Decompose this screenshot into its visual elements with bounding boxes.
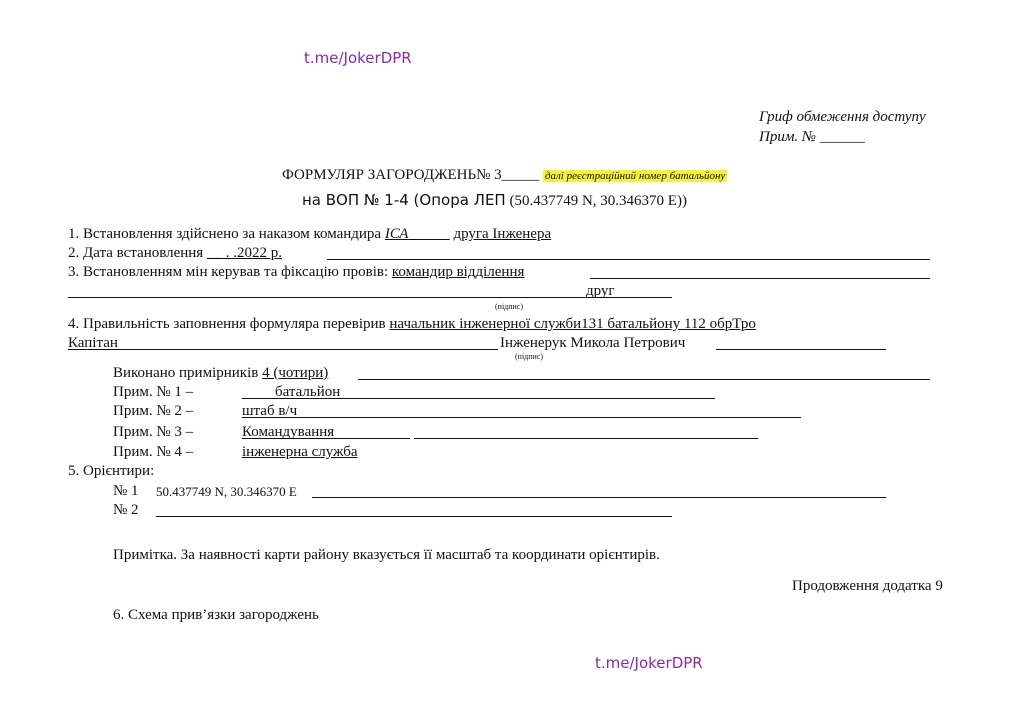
item-1 [68,225,551,243]
item-3-line [590,278,930,279]
copies-done-value: 4 (чотири) [262,365,329,381]
item-1-rest: друга Інженера [453,226,552,242]
copy-2-value: штаб в/ч [242,403,298,419]
copy-2-line [242,417,801,418]
copy-3-line-a [242,438,410,439]
copy-number-label: Прим. № ______ [759,129,865,145]
watermark-top: t.me/JokerDPR [304,49,412,67]
form-subtitle [302,191,687,210]
landmark-2-label: № 2 [113,502,139,518]
item-3-sign-line [68,297,672,298]
item-3-value: командир відділення [391,264,525,280]
item-1-label: 1. Встановлення здійснено за наказом командира [68,226,382,242]
item-4-label: 4. Правильність заповнення формуляра перевірив [68,316,386,332]
watermark-bottom: t.me/JokerDPR [595,654,703,672]
item-2 [68,244,282,262]
signature-caption-1: (підпис) [495,302,524,311]
item-2-date: __ . .2022 р. [206,245,282,261]
copies-done-line [358,379,930,380]
item-4-value: начальник інженерної служби131 батальйону 112 обрТро [389,316,756,332]
copy-3-line-b [414,438,758,439]
item-3-name: друг [586,283,615,299]
appendix-continuation: Продовження додатка 9 [792,578,943,594]
item-3 [68,263,524,281]
copies-done-label: Виконано примірників [113,365,259,381]
title-main: ФОРМУЛЯР ЗАГОРОДЖЕНЬ№ 3_____ [282,167,540,183]
copy-2-label: Прим. № 2 – [113,403,194,419]
item-4 [68,315,756,333]
landmarks-heading: 5. Орієнтири: [68,463,155,479]
copy-4-label: Прим. № 4 – [113,444,194,460]
subtitle-prefix: на ВОП № 1-4 (Опора ЛЕП [302,191,506,209]
coordinates-note: Примітка. За наявності карти району вказується її масштаб та координати орієнтирів. [113,547,660,563]
item-1-gap [408,226,449,242]
copy-1-line [242,398,715,399]
item-4-line-left [68,349,498,350]
restriction-label: Гриф обмеження доступу [759,109,926,125]
copy-3-value: Командування [242,424,335,440]
item-1-unit: ІСА [384,226,409,242]
item-4-line-right [716,349,886,350]
form-title [282,166,727,185]
item-2-label: 2. Дата встановлення [68,245,204,261]
scheme-heading: 6. Схема прив’язки загороджень [113,607,319,623]
copy-4-value: інженерна служба [242,444,358,460]
item-3-label: 3. Встановленням мін керував та фіксацію провів: [68,264,389,280]
item-4-rank: Капітан [68,335,118,351]
copies-done [113,364,328,382]
landmark-1-value: 50.437749 N, 30.346370 E [156,484,297,499]
copy-3-label: Прим. № 3 – [113,424,194,440]
signature-caption-2: (підпис) [515,352,544,361]
landmark-2-line [156,516,672,517]
copy-1-value: батальйон [275,384,341,400]
item-2-line [327,259,930,260]
subtitle-coordinates: (50.437749 N, 30.346370 E)) [509,193,687,209]
landmark-1-label: № 1 [113,483,139,499]
title-highlight-note: далі реєстраційний номер батальйону [544,170,726,182]
copy-1-label: Прим. № 1 – [113,384,194,400]
landmark-1-line [312,497,886,498]
item-4-name: Інженерук Микола Петрович [500,335,686,351]
